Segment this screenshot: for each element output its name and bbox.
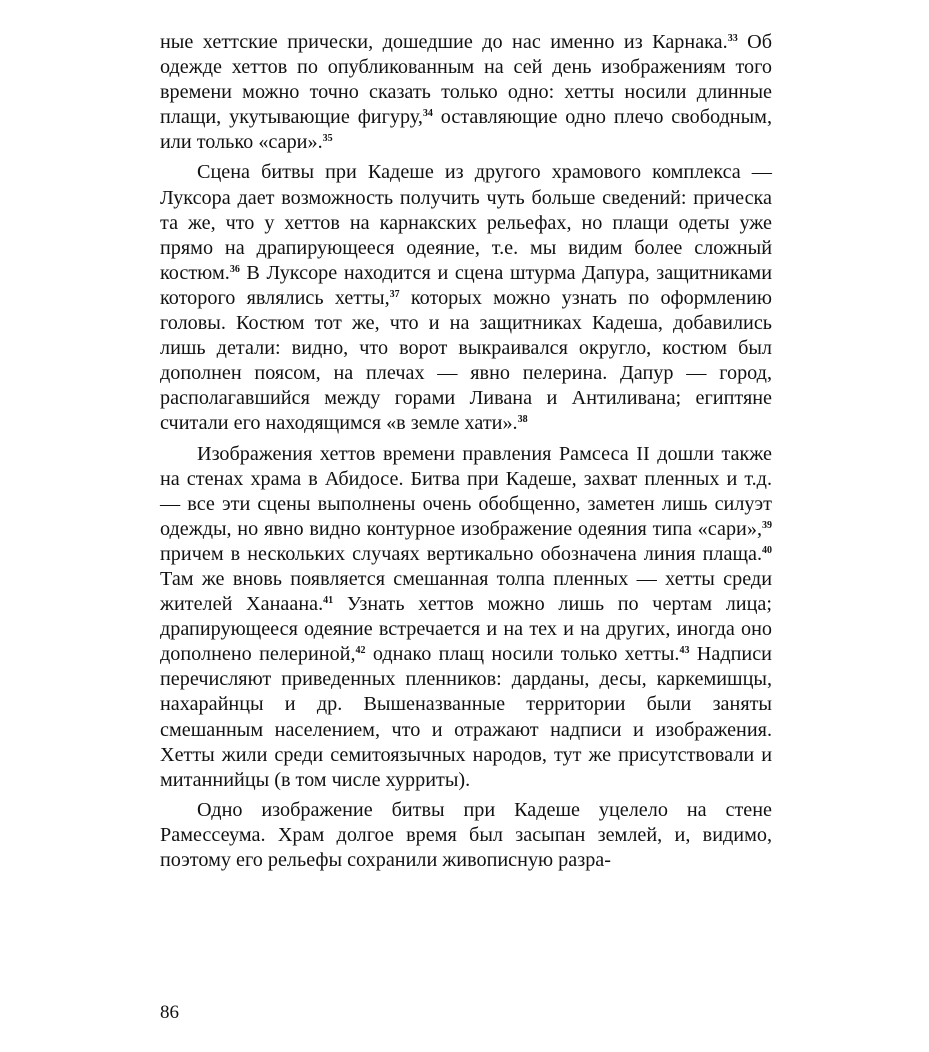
page-number: 86 [160, 1002, 179, 1023]
text-run: В Луксоре находится и сцена штурма Дапура, защитниками которого являлись хетты, [160, 261, 772, 309]
footnote-ref: 42 [355, 645, 366, 657]
footnote-ref: 35 [322, 133, 333, 145]
paragraph [160, 798, 772, 873]
paragraph [160, 160, 772, 436]
footnote-ref: 41 [323, 595, 334, 607]
text-run: Сцена битвы при Кадеше из другого храмового комплекса — Луксора дает возможность получить чуть больше сведений: прическа та же, что у хеттов на карнакских рельефах, но плащи одеты уже прямо на драпирующееся одеяние, т.е. мы видим более сложный костюм. [160, 161, 772, 284]
text-run: Узнать хеттов можно лишь по чертам лица; драпирующееся одеяние встречается и на тех и на других, иногда оно дополнено пелериной, [160, 593, 772, 666]
text-run: ные хеттские прически, дошедшие до нас именно из Карнака. [160, 31, 728, 53]
text-run: оставляющие одно плечо свободным, или только «сари». [160, 106, 772, 154]
footnote-ref: 36 [229, 263, 240, 275]
page-body [160, 30, 772, 873]
footnote-ref: 43 [679, 645, 690, 657]
text-run: Там же вновь появляется смешанная толпа пленных — хетты среди жителей Ханаана. [160, 567, 772, 616]
footnote-ref: 40 [762, 544, 772, 556]
text-run: Об одежде хеттов по опубликованным на сей день изображениям того времени можно точно сказать только одно: хетты носили длинные плащи, укутывающие фигуру, [160, 31, 772, 129]
text-run: которых можно узнать по оформлению головы. Костюм тот же, что и на защитниках Кадеша, добавились лишь детали: видно, что ворот выкраивался округло, костюм был дополнен поясом, на плечах — явно пелерина. Дапур — город, располагавшийся между горами Ливана и Антиливана; египтяне считали его находящимся «в земле хати». [160, 286, 772, 435]
footnote-ref: 34 [422, 108, 433, 120]
footnote-ref: 38 [517, 414, 528, 426]
footnote-ref: 33 [727, 33, 738, 44]
paragraph [160, 442, 772, 793]
text-run: Изображения хеттов времени правления Рамсеса II дошли также на стенах храма в Абидосе. Битва при Кадеше, захват пленных и т.д. — все эти сцены выполнены очень обобщенно, заметен лишь силуэт одежды, но явно видно контурное изображение одеяния типа «сари», [160, 442, 772, 540]
text-run: Надписи перечисляют приведенных пленников: дарданы, десы, каркемишцы, нахарайнцы и др. Вышеназванные территории были заняты смешанным населением, что и отражают надписи и изображения. Хетты жили среди семитоязычных народов, тут же присутствовали и митаннийцы (в том числе хурриты). [160, 643, 772, 791]
paragraph [160, 30, 772, 155]
footnote-ref: 39 [762, 519, 772, 531]
text-run: причем в нескольких случаях вертикально обозначена линия плаща. [160, 542, 762, 565]
footnote-ref: 37 [389, 288, 400, 300]
text-run: Одно изображение битвы при Кадеше уцелело на стене Рамессеума. Храм долгое время был засыпан землей, и, видимо, поэтому его рельефы сохранили живописную разра- [160, 798, 772, 871]
text-run: однако плащ носили только хетты. [365, 643, 680, 666]
